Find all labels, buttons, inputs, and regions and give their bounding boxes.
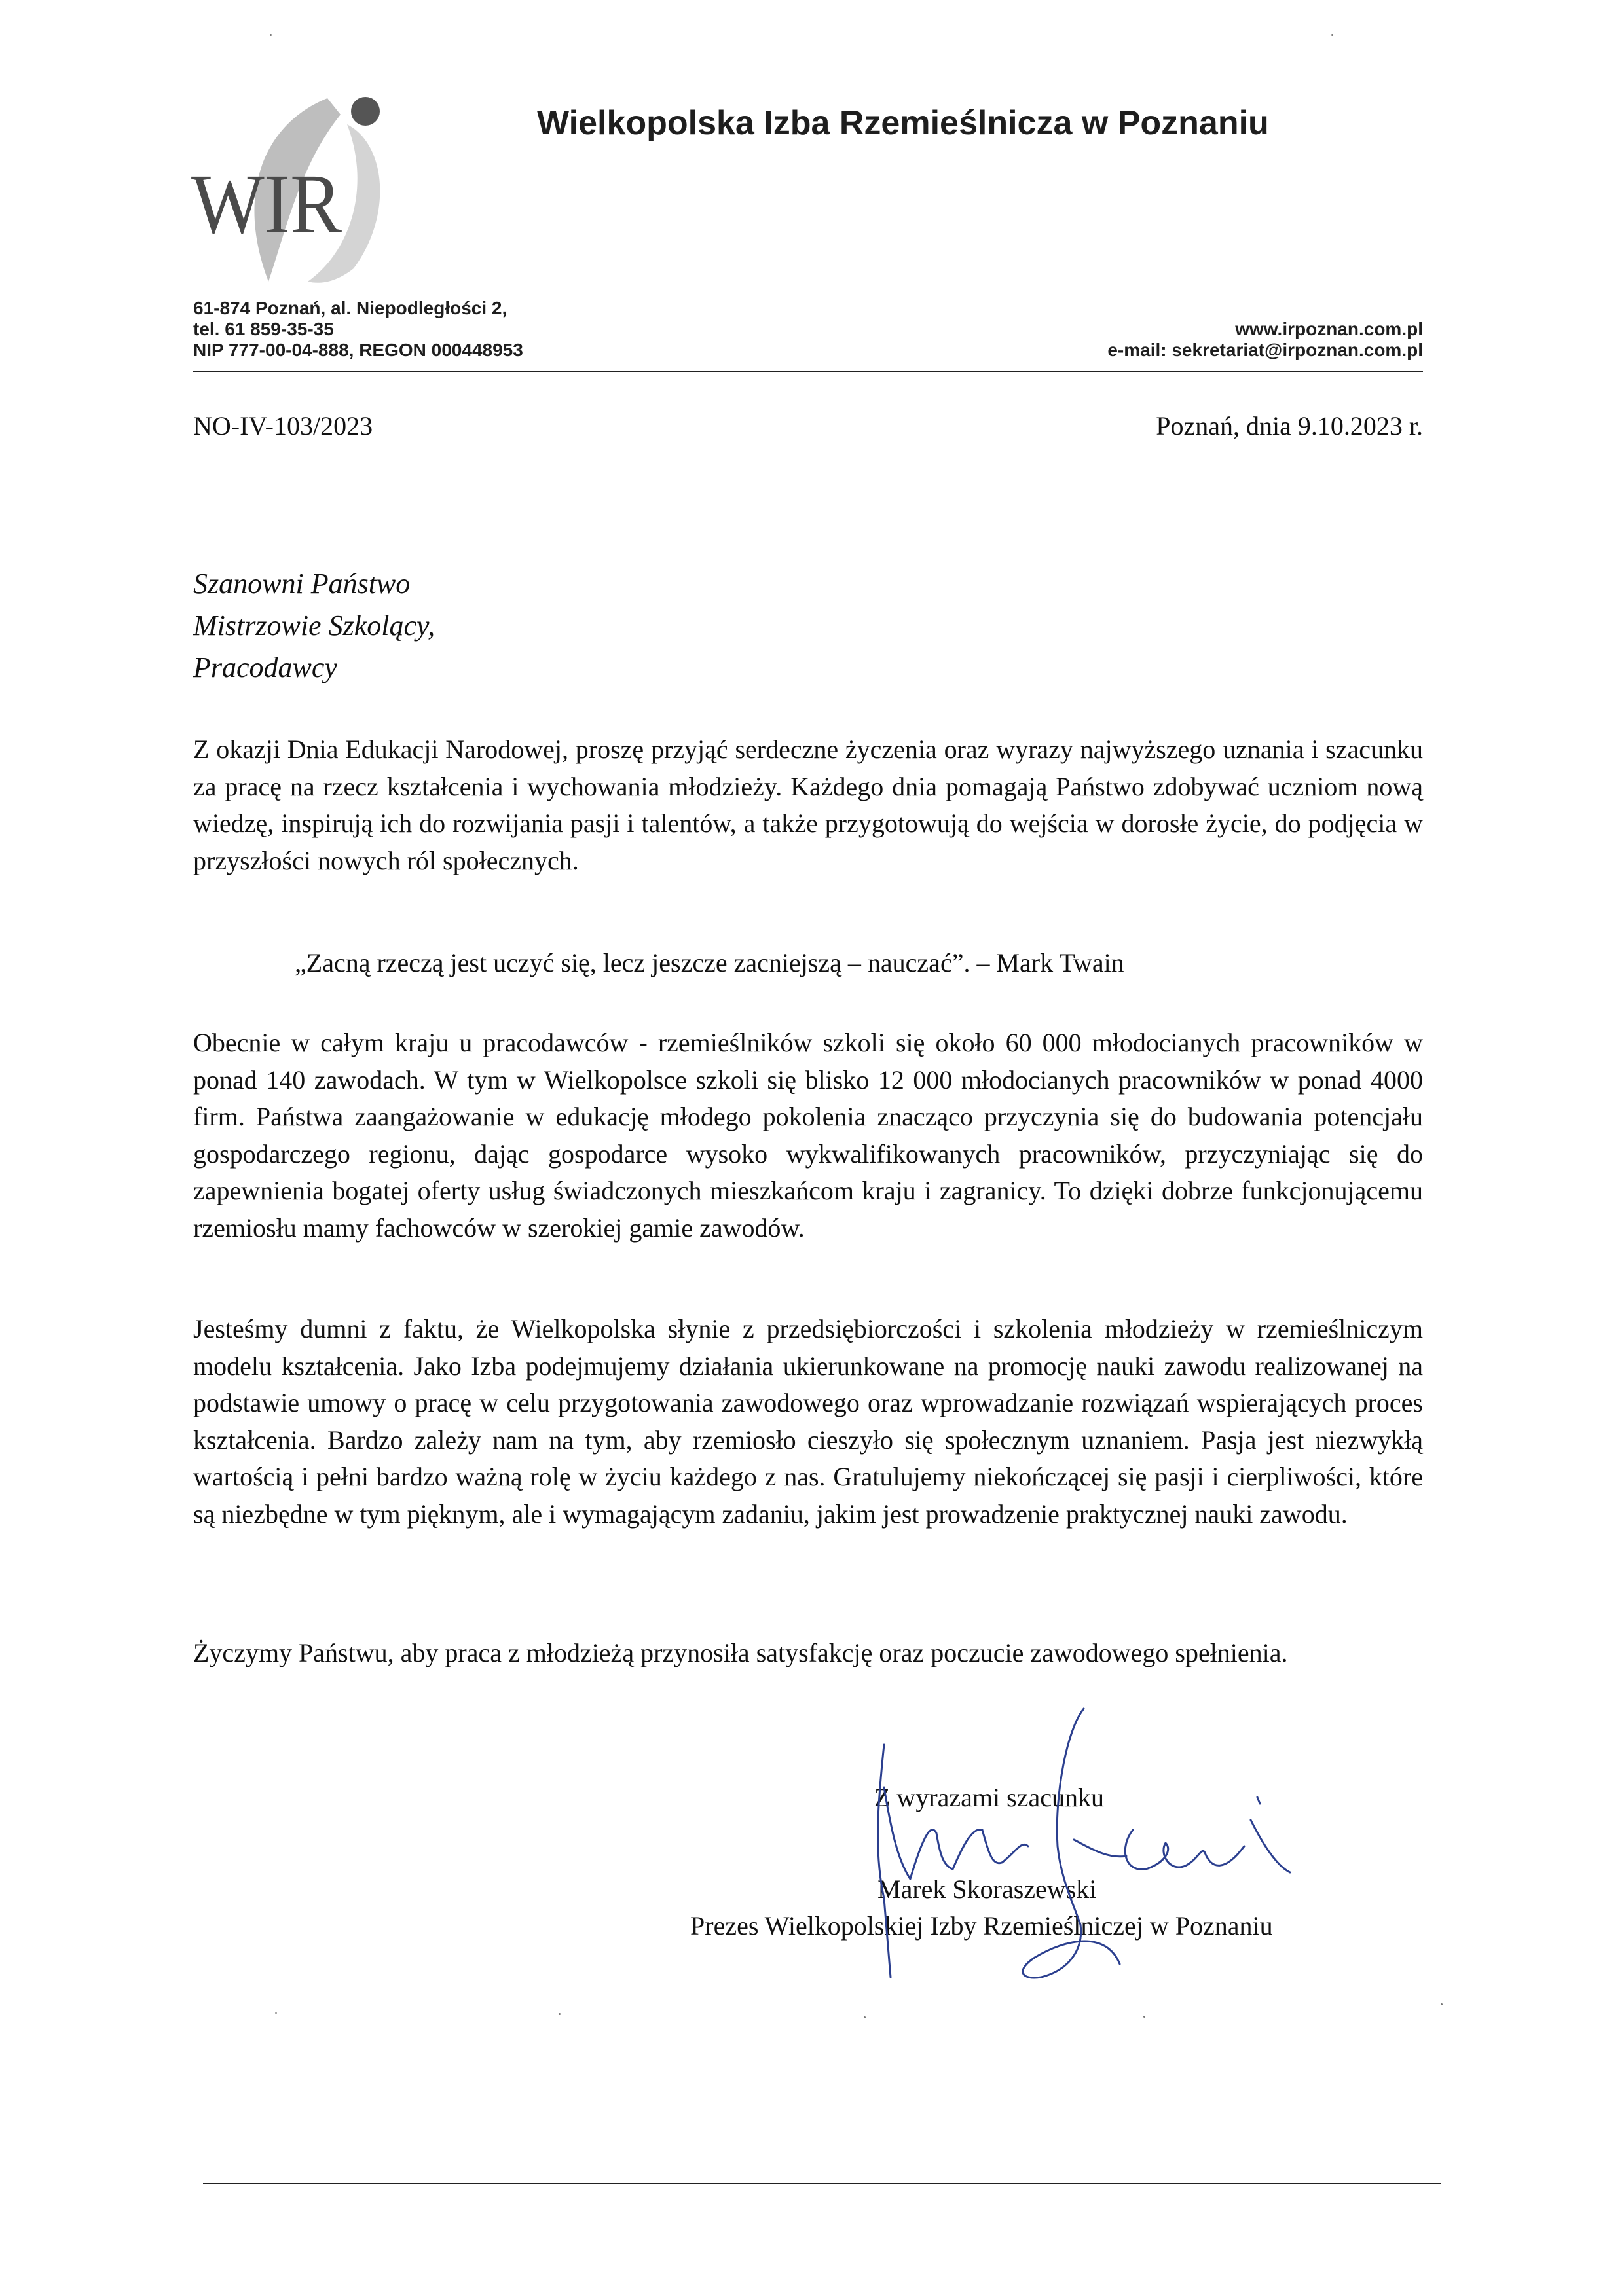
salutation (193, 563, 435, 689)
organization-name: Wielkopolska Izba Rzemieślnicza w Poznaniu (537, 104, 1269, 142)
phone-line: tel. 61 859-35-35 (193, 319, 334, 339)
footer-divider (203, 2183, 1441, 2184)
scan-speck (1143, 2016, 1145, 2018)
scan-speck (559, 2013, 561, 2015)
salutation-line: Szanowni Państwo (193, 568, 411, 600)
header-divider (193, 371, 1423, 372)
email-link[interactable]: e-mail: sekretariat@irpoznan.com.pl (1107, 340, 1423, 360)
logo-letters: WIR (191, 157, 342, 251)
handwritten-signature (858, 1689, 1303, 1990)
wir-logo (190, 85, 413, 295)
registry-line: NIP 777-00-04-888, REGON 000448953 (193, 340, 523, 360)
paragraph-2: Obecnie w całym kraju u pracodawców - rzemieślników szkoli się około 60 000 młodocianych pracowników w ponad 140 zawodach. W tym w Wielkopolsce szkoli się blisko 12 000 młodocianych pracowników w ponad 4000 firm. Państwa zaangażowanie w edukację młodego pokolenia znacząco przyczynia się do budowania potencjału gospodarczego regionu, dając gospodarce wysoko wykwalifikowanych pracowników, przyczyniając się do zapewnienia bogatej oferty usług świadczonych mieszkańcom kraju i zagranicy. To dzięki dobrze funkcjonującemu rzemiosłu mamy fachowców w szerokiej gamie zawodów. (193, 1028, 1423, 1243)
paragraph-4: Życzymy Państwu, aby praca z młodzieżą przynosiła satysfakcję oraz poczucie zawodowego spełnienia. (193, 1638, 1288, 1667)
website-link[interactable]: www.irpoznan.com.pl (1235, 319, 1423, 339)
closing-phrase: Z wyrazami szacunku (874, 1783, 1104, 1812)
letter-date: Poznań, dnia 9.10.2023 r. (1156, 411, 1423, 441)
scan-speck (275, 2012, 277, 2014)
scan-speck (1331, 34, 1333, 36)
paragraph-1: Z okazji Dnia Edukacji Narodowej, proszę przyjąć serdeczne życzenia oraz wyrazy najwyższego uznania i szacunku za pracę na rzecz kształcenia i wychowania młodzieży. Każdego dnia pomagają Państwo zdobywać uczniom nową wiedzę, inspirują ich do rozwijania pasji i talentów, a także przygotowują do wejścia w dorosłe życie, do podjęcia w przyszłości nowych ról społecznych. (193, 735, 1423, 875)
address-line: 61-874 Poznań, al. Niepodległości 2, (193, 298, 507, 318)
quote: „Zacną rzeczą jest uczyć się, lecz jeszcze zacniejszą – nauczać”. – Mark Twain (295, 948, 1124, 977)
reference-number: NO-IV-103/2023 (193, 411, 373, 441)
contact-block-left (193, 298, 523, 361)
scan-speck (864, 2016, 866, 2018)
contact-block-right (1107, 319, 1423, 361)
signer-title: Prezes Wielkopolskiej Izby Rzemieślniczej w Poznaniu (690, 1911, 1273, 1941)
salutation-line: Mistrzowie Szkolący, (193, 610, 435, 642)
paragraph-3: Jesteśmy dumni z faktu, że Wielkopolska słynie z przedsiębiorczości i szkolenia młodzieży w rzemieślniczym modelu kształcenia. Jako Izba podejmujemy działania ukierunkowane na promocję nauki zawodu realizowanej na podstawie umowy o pracę w celu przygotowania zawodowego oraz wprowadzanie rozwiązań wspierających proces kształcenia. Bardzo zależy nam na tym, aby rzemiosło cieszyło się społecznym uznaniem. Pasja jest niezwykłą wartością i pełni bardzo ważną rolę w życiu każdego z nas. Gratulujemy niekończącej się pasji i cierpliwości, które są niezbędne w tym pięknym, ale i wymagającym zadaniu, jakim jest prowadzenie praktycznej nauki zawodu. (193, 1314, 1423, 1529)
salutation-line: Pracodawcy (193, 651, 337, 683)
signer-name: Marek Skoraszewski (877, 1874, 1097, 1904)
scan-speck (270, 34, 272, 36)
scan-speck (1441, 2003, 1443, 2005)
